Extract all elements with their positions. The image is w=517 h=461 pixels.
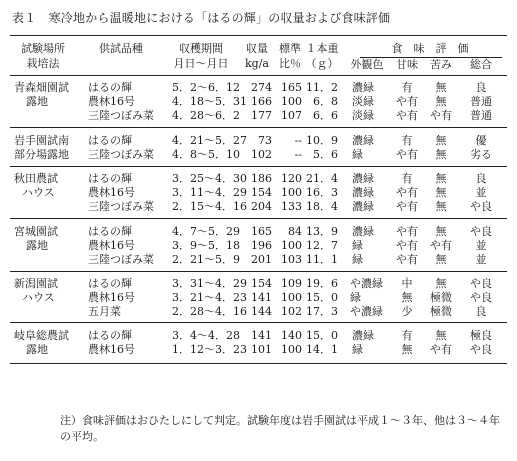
yield-cell: 201 [251, 253, 272, 266]
site-line1: 新潟園試 [14, 277, 58, 290]
ratio-cell: 165 [281, 81, 302, 94]
appearance-cell: 濃緑 [352, 81, 374, 94]
group-divider [10, 271, 507, 272]
weight-cell: 11．2 [306, 81, 338, 94]
sweetness-cell: や有 [396, 253, 418, 266]
period-cell: 4．28～6．2 [172, 109, 240, 122]
period-cell: 5．2～6．12 [172, 81, 240, 94]
overall-cell: や良 [470, 225, 492, 238]
bitterness-cell: 無 [435, 277, 447, 290]
yield-cell: 144 [251, 305, 272, 318]
bitterness-cell: 無 [435, 172, 447, 185]
bitterness-cell: 無 [435, 186, 447, 199]
period-cell: 2．21～5．9 [172, 253, 240, 266]
sweetness-cell: 無 [401, 291, 413, 304]
ratio-cell: 120 [281, 172, 302, 185]
table-bottom-rule [10, 363, 507, 364]
yield-cell: 274 [251, 81, 272, 94]
variety-cell: はるの輝 [88, 329, 132, 342]
sweetness-cell: や有 [396, 225, 418, 238]
period-cell: 3．25～4．30 [172, 172, 247, 185]
table-footnote: 注）食味評価はおひたしにして判定。試験年度は岩手園試は平成１～３年、他は３～４年の平均。 [60, 414, 500, 443]
ratio-cell: 109 [281, 277, 302, 290]
site-line1: 宮城園試 [14, 225, 58, 238]
bitterness-cell: 無 [435, 225, 447, 238]
overall-cell: 並 [475, 186, 487, 199]
group-divider [10, 322, 507, 323]
site-line2: 露地 [26, 343, 48, 356]
overall-cell: 良 [475, 81, 487, 94]
period-cell: 3．9～5．18 [172, 239, 240, 252]
overall-cell: や良 [470, 343, 492, 356]
overall-cell: 良 [475, 172, 487, 185]
yield-cell: 154 [251, 277, 272, 290]
sweetness-cell: や有 [396, 148, 418, 161]
overall-cell: や良 [470, 277, 492, 290]
weight-cell: 11．1 [306, 253, 338, 266]
ratio-cell: -- [294, 134, 302, 147]
appearance-cell: 濃緑 [352, 329, 374, 342]
header-method: 栽培法 [26, 57, 60, 70]
site-line2: 部分場露地 [14, 148, 69, 161]
overall-cell: や良 [470, 200, 492, 213]
ratio-cell: 100 [281, 186, 302, 199]
header-yield-unit: kg/a [245, 57, 269, 70]
bitterness-cell: 無 [435, 253, 447, 266]
header-site: 試験場所 [21, 42, 65, 55]
site-line1: 岩手園試南 [14, 134, 69, 147]
variety-cell: はるの輝 [88, 225, 132, 238]
weight-cell: 14．1 [306, 343, 338, 356]
sweetness-cell: 無 [401, 343, 413, 356]
site-line2: ハウス [22, 186, 55, 199]
variety-cell: はるの輝 [88, 81, 132, 94]
variety-cell: 三陸つぼみ菜 [88, 109, 154, 122]
bitterness-cell: 無 [435, 81, 447, 94]
bitterness-cell: 無 [435, 329, 447, 342]
sweetness-cell: や有 [396, 200, 418, 213]
ratio-cell: 100 [281, 291, 302, 304]
weight-cell: 6．6 [313, 109, 338, 122]
sweetness-cell: 中 [401, 277, 413, 290]
weight-cell: 6．8 [313, 95, 338, 108]
overall-cell: や良 [470, 291, 492, 304]
variety-cell: 三陸つぼみ菜 [88, 253, 154, 266]
period-cell: 4．8～5．10 [172, 148, 240, 161]
weight-cell: 15．0 [306, 329, 338, 342]
site-line2: 露地 [26, 95, 48, 108]
weight-cell: 15．0 [306, 291, 338, 304]
variety-cell: 三陸つぼみ菜 [88, 200, 154, 213]
period-cell: 4．21～5．27 [172, 134, 247, 147]
appearance-cell: や濃緑 [350, 305, 383, 318]
sweetness-cell: 有 [401, 172, 413, 185]
appearance-cell: 濃緑 [352, 134, 374, 147]
yield-cell: 204 [251, 200, 272, 213]
weight-cell: 12．7 [306, 239, 338, 252]
variety-cell: はるの輝 [88, 172, 132, 185]
ratio-cell: -- [294, 148, 302, 161]
appearance-cell: 濃緑 [352, 186, 374, 199]
sweetness-cell: 少 [401, 305, 413, 318]
yield-cell: 141 [251, 291, 272, 304]
site-line1: 岐阜総農試 [14, 329, 69, 342]
variety-cell: 農林16号 [88, 291, 135, 304]
ratio-cell: 100 [281, 239, 302, 252]
period-cell: 2．15～4．16 [172, 200, 247, 213]
period-cell: 4．7～5．29 [172, 225, 240, 238]
header-bottom-rule [10, 75, 507, 76]
ratio-cell: 84 [288, 225, 302, 238]
appearance-cell: 緑 [350, 291, 361, 304]
overall-cell: 優 [475, 134, 487, 147]
bitterness-cell: や有 [430, 239, 452, 252]
weight-cell: 5．6 [313, 148, 338, 161]
overall-cell: 普通 [470, 109, 492, 122]
period-cell: 3．21～4．23 [172, 291, 247, 304]
yield-cell: 141 [251, 329, 272, 342]
weight-cell: 16．3 [306, 186, 338, 199]
bitterness-cell: 無 [435, 200, 447, 213]
header-period-unit: 月日～月日 [173, 57, 229, 70]
weight-cell: 21．4 [306, 172, 338, 185]
appearance-cell: 緑 [352, 148, 363, 161]
sweetness-cell: 有 [401, 81, 413, 94]
weight-cell: 19．6 [306, 277, 338, 290]
ratio-cell: 107 [281, 109, 302, 122]
bitterness-cell: 極微 [430, 291, 452, 304]
overall-cell: 極良 [470, 329, 492, 342]
overall-cell: 劣る [470, 148, 492, 161]
appearance-cell: 濃緑 [352, 200, 374, 213]
variety-cell: はるの輝 [88, 277, 132, 290]
appearance-cell: 濃緑 [352, 172, 374, 185]
ratio-cell: 140 [281, 329, 302, 342]
group-divider [10, 166, 507, 167]
group-divider [10, 127, 507, 128]
yield-cell: 177 [251, 109, 272, 122]
site-line2: 露地 [26, 239, 48, 252]
bitterness-cell: 無 [435, 134, 447, 147]
yield-cell: 101 [251, 343, 272, 356]
sweetness-cell: や有 [396, 109, 418, 122]
sweetness-cell: 有 [401, 134, 413, 147]
weight-cell: 13．9 [306, 225, 338, 238]
appearance-cell: や濃緑 [350, 277, 383, 290]
variety-cell: 農林16号 [88, 186, 135, 199]
variety-cell: 農林16号 [88, 239, 135, 252]
appearance-cell: 緑 [352, 239, 363, 252]
period-cell: 1．12～3．23 [172, 343, 247, 356]
ratio-cell: 103 [281, 253, 302, 266]
yield-cell: 186 [251, 172, 272, 185]
period-cell: 4．18～5．31 [172, 95, 247, 108]
header-ratio-unit: 比％ [279, 57, 301, 70]
bitterness-cell: 極微 [430, 305, 452, 318]
yield-cell: 73 [258, 134, 272, 147]
period-cell: 3．11～4．29 [172, 186, 247, 199]
sweetness-cell: や有 [396, 186, 418, 199]
sweetness-cell: や有 [396, 239, 418, 252]
variety-cell: 農林16号 [88, 343, 135, 356]
bitterness-cell: や有 [430, 343, 452, 356]
header-variety: 供試品種 [99, 42, 143, 55]
bitterness-cell: 無 [435, 148, 447, 161]
table-top-rule [10, 35, 507, 36]
weight-cell: 17．3 [306, 305, 338, 318]
bitterness-cell: や有 [430, 109, 452, 122]
header-yield: 収量 [246, 42, 268, 55]
bitterness-cell: 無 [435, 95, 447, 108]
ratio-cell: 100 [281, 95, 302, 108]
header-period: 収穫期間 [179, 42, 223, 55]
group-divider [10, 218, 507, 219]
overall-cell: 並 [475, 253, 487, 266]
overall-cell: 並 [475, 239, 487, 252]
site-line2: ハウス [22, 291, 55, 304]
overall-cell: 普通 [470, 95, 492, 108]
ratio-cell: 100 [281, 343, 302, 356]
appearance-cell: 緑 [352, 253, 363, 266]
appearance-cell: 緑 [352, 343, 363, 356]
yield-cell: 165 [251, 225, 272, 238]
period-cell: 3．31～4．29 [172, 277, 247, 290]
site-line1: 青森畑園試 [14, 81, 69, 94]
ratio-cell: 102 [281, 305, 302, 318]
weight-cell: 18．4 [306, 200, 338, 213]
header-bitterness: 苦み [430, 58, 452, 71]
ratio-cell: 133 [281, 200, 302, 213]
header-taste-group: 食 味 評 価 [391, 42, 469, 55]
header-weight-unit: （ｇ） [305, 57, 339, 70]
yield-cell: 154 [251, 186, 272, 199]
weight-cell: 10．9 [306, 134, 338, 147]
header-appearance: 外観色 [350, 58, 384, 71]
yield-cell: 196 [251, 239, 272, 252]
table-title: 表１ 寒冷地から温暖地における「はるの輝」の収量および食味評価 [12, 11, 391, 25]
header-ratio: 標準 [279, 42, 301, 55]
sweetness-cell: や有 [396, 95, 418, 108]
period-cell: 2．28～4．16 [172, 305, 247, 318]
yield-cell: 102 [251, 148, 272, 161]
appearance-cell: 濃緑 [352, 225, 374, 238]
variety-cell: 五月菜 [88, 305, 121, 318]
period-cell: 3．4～4．28 [172, 329, 240, 342]
yield-cell: 166 [251, 95, 272, 108]
header-sweetness: 甘味 [396, 58, 418, 71]
header-weight: １本重 [305, 42, 339, 55]
variety-cell: はるの輝 [88, 134, 132, 147]
sweetness-cell: 有 [401, 329, 413, 342]
overall-cell: 良 [475, 305, 487, 318]
appearance-cell: 淡緑 [352, 109, 374, 122]
variety-cell: 農林16号 [88, 95, 135, 108]
header-overall: 総合 [470, 58, 492, 71]
appearance-cell: 淡緑 [352, 95, 374, 108]
variety-cell: 三陸つぼみ菜 [88, 148, 154, 161]
site-line1: 秋田農試 [14, 172, 58, 185]
